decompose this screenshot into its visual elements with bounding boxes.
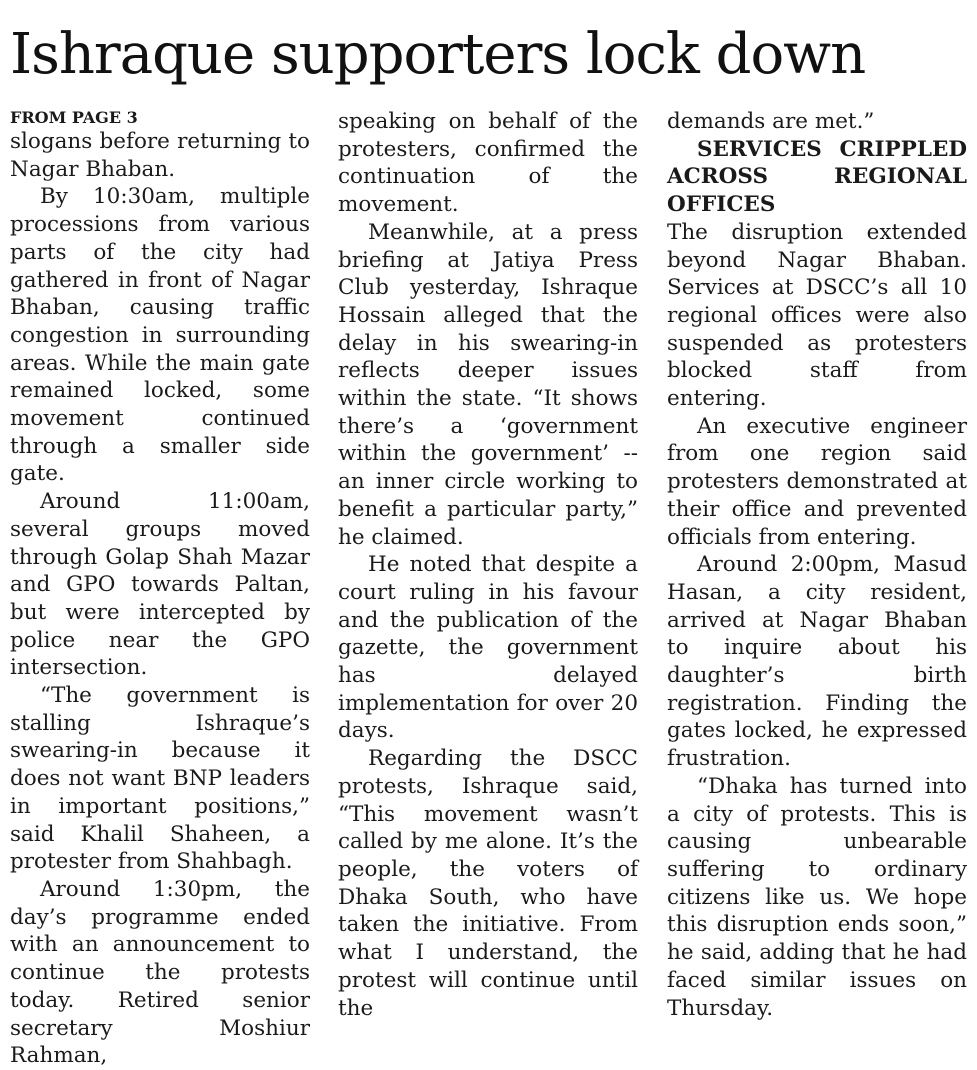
article-column-1 (10, 108, 310, 1070)
headline: Ishraque supporters lock down (10, 22, 866, 87)
paragraph: Regarding the DSCC protests, Ishraque said, “This movement wasn’t called by me alone. It’s the people, the voters of Dhaka South, who have taken the initiative. From what I understand, the protest will continue until the (338, 746, 638, 1021)
paragraph: The disruption extended beyond Nagar Bhaban. Services at DSCC’s all 10 regional offices were also suspended as protesters blocked staff from entering. (667, 219, 967, 412)
paragraph: Around 1:30pm, the day’s programme ended with an announcement to continue the protests today. Retired senior secretary Moshiur Rahman, (10, 876, 310, 1069)
paragraph: speaking on behalf of the protesters, confirmed the continuation of the movement. (338, 109, 638, 218)
paragraph: By 10:30am, multiple processions from various parts of the city had gathered in front of Nagar Bhaban, causing traffic congestion in surrounding areas. While the main gate remained locked, some movement continued through a smaller side gate. (10, 184, 310, 487)
paragraph: Around 2:00pm, Masud Hasan, a city resident, arrived at Nagar Bhaban to inquire about his daughter’s birth registration. Finding the gates locked, he expressed frustration. (667, 552, 967, 772)
paragraph: Meanwhile, at a press briefing at Jatiya Press Club yesterday, Ishraque Hossain alleged that the delay in his swearing-in reflects deeper issues within the state. “It shows there’s a ‘government within the government’ -- an inner circle working to benefit a particular party,” he claimed. (338, 219, 638, 550)
paragraph: “Dhaka has turned into a city of protests. This is causing unbearable suffering to ordinary citizens like us. We hope this disruption ends soon,” he said, adding that he had faced similar issues on Thursday. (667, 773, 967, 1021)
paragraph: “The government is stalling Ishraque’s swearing-in because it does not want BNP leaders in important positions,” said Khalil Shaheen, a protester from Shahbagh. (10, 683, 310, 875)
paragraph: He noted that despite a court ruling in his favour and the publication of the gazette, the government has delayed implementation for over 20 days. (338, 552, 638, 744)
paragraph: Around 11:00am, several groups moved through Golap Shah Mazar and GPO towards Paltan, but were intercepted by police near the GPO intersection. (10, 489, 310, 681)
paragraph: slogans before returning to Nagar Bhaban. (10, 129, 310, 182)
paragraph: demands are met.” (667, 109, 875, 134)
section-subhead: SERVICES CRIPPLED ACROSS REGIONAL OFFICES (667, 136, 967, 218)
page-jump-kicker: FROM PAGE 3 (10, 108, 138, 127)
article-column-2 (338, 108, 638, 1022)
article-column-3 (667, 108, 967, 1022)
paragraph: An executive engineer from one region said protesters demonstrated at their office and prevented officials from entering. (667, 413, 967, 550)
